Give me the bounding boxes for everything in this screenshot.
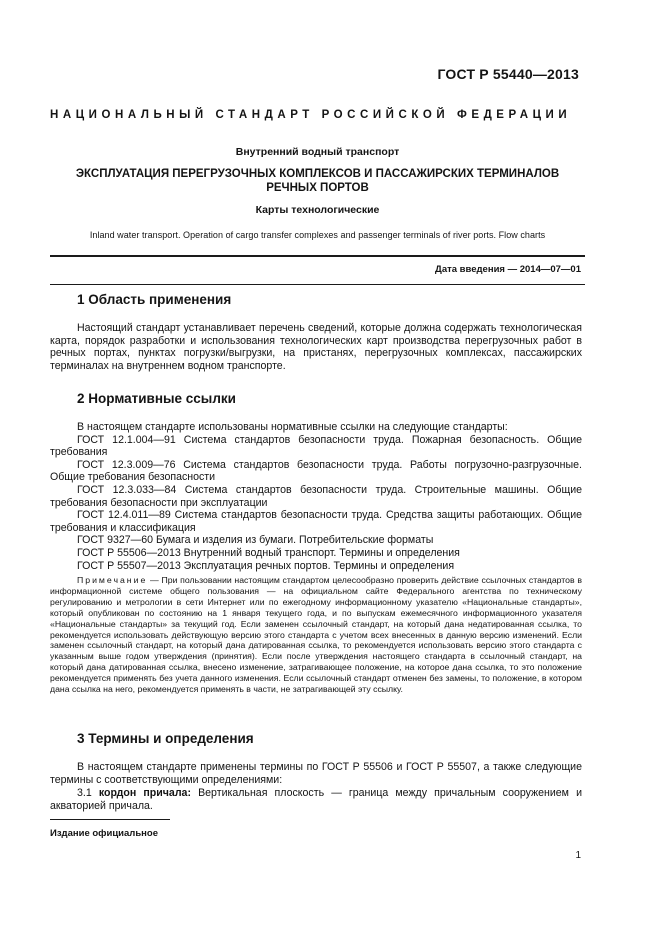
edition-label: Издание официальное <box>50 828 158 839</box>
normative-references-block <box>50 421 582 572</box>
section-2-heading: 2 Нормативные ссылки <box>77 391 236 406</box>
intro-date: Дата введения — 2014—07—01 <box>435 264 581 275</box>
section-1-text: Настоящий стандарт устанавливает перечень сведений, которые должна содержать технологическая карта, порядок разработки и использования технологических карт производства перегрузочных работ в речных портах, пунктах погрузки/выгрузки, на пристанях, перегрузочных комплексах, пассажирских терминалах на внутреннем водном транспорте. <box>50 322 582 372</box>
page-number: 1 <box>575 850 581 861</box>
english-title: Inland water transport. Operation of cargo transfer complexes and passenger terminals of river ports. Flow charts <box>89 230 546 240</box>
section-3-heading: 3 Термины и определения <box>77 731 254 746</box>
section-3-intro: В настоящем стандарте применены термины по ГОСТ Р 55506 и ГОСТ Р 55507, а также следующие термины с соответствующими определениями: <box>50 761 582 786</box>
national-standard-header: НАЦИОНАЛЬНЫЙ СТАНДАРТ РОССИЙСКОЙ ФЕДЕРАЦИИ <box>50 109 572 121</box>
subtitle: Карты технологические <box>255 204 380 216</box>
gost-code: ГОСТ Р 55440—2013 <box>437 66 579 82</box>
references-note <box>50 575 582 695</box>
term-text: Вертикальная плоскость — граница между причальным сооружением и акваторией причала. <box>50 787 583 812</box>
reference-item: ГОСТ 9327—60 Бумага и изделия из бумаги. Потребительские форматы <box>77 534 434 547</box>
reference-item: ГОСТ Р 55506—2013 Внутренний водный транспорт. Термины и определения <box>77 546 460 559</box>
note-label: Примечание <box>77 575 148 585</box>
subject-line: Внутренний водный транспорт <box>235 146 400 158</box>
reference-item: ГОСТ Р 55507—2013 Эксплуатация речных портов. Термины и определения <box>77 559 455 572</box>
title-divider <box>50 255 585 257</box>
footer-divider <box>50 819 170 820</box>
date-divider <box>50 284 585 285</box>
note-body: — При пользовании настоящим стандартом целесообразно проверить действие ссылочных стандартов в информационной системе общего пользования — на официальном сайте Федерального агентства по техническому регулированию и метрологии в сети Интернет или по ежегодному информационному указателю «Национальные стандарты», который опубликован по состоянию на 1 января текущего года, и по выпускам ежемесячного информационного указателя «Национальные стандарты» за текущий год. Если заменен ссылочный стандарт, на который дана недатированная ссылка, то рекомендуется использовать действующую версию этого стандарта с учетом всех внесенных в данную версию изменений. Если заменен ссылочный стандарт, на который дана датированная ссылка, то рекомендуется использовать версию этого стандарта с указанным выше годом утверждения (принятия). Если после утверждения настоящего стандарта в ссылочный стандарт, на который дана датированная ссылка, внесено изменение, затрагивающее положение, на которое дана ссылка, то это положение рекомендуется применять без учета данного изменения. Если ссылочный стандарт отменен без замены, то положение, в котором дана ссылка на него, рекомендуется применять в части, не затрагивающей эту ссылку. <box>50 575 582 695</box>
section-1-heading: 1 Область применения <box>77 292 232 307</box>
main-title: ЭКСПЛУАТАЦИЯ ПЕРЕГРУЗОЧНЫХ КОМПЛЕКСОВ И ПАССАЖИРСКИХ ТЕРМИНАЛОВ РЕЧНЫХ ПОРТОВ <box>75 168 560 194</box>
term-number: 3.1 <box>77 787 99 799</box>
term-name: кордон причала: <box>98 787 191 799</box>
term-definition <box>50 787 582 812</box>
reference-item: ГОСТ 12.3.009—76 Система стандартов безопасности труда. Работы погрузочно-разгрузочные. Общие требования безопасности <box>50 458 582 484</box>
reference-item: ГОСТ 12.3.033—84 Система стандартов безопасности труда. Строительные машины. Общие требования безопасности при эксплуатации <box>50 483 582 509</box>
references-intro: В настоящем стандарте использованы нормативные ссылки на следующие стандарты: <box>77 421 508 433</box>
reference-item: ГОСТ 12.1.004—91 Система стандартов безопасности труда. Пожарная безопасность. Общие требования <box>50 433 582 459</box>
reference-item: ГОСТ 12.4.011—89 Система стандартов безопасности труда. Средства защиты работающих. Общие требования и классификация <box>50 509 582 534</box>
